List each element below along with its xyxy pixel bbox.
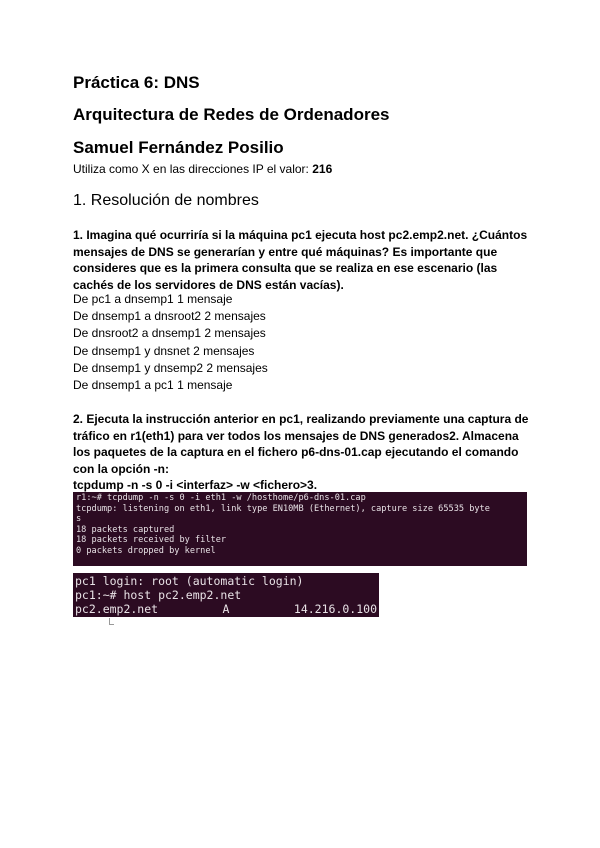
terminal-line: pc1 login: root (automatic login) bbox=[75, 574, 304, 588]
answer-list bbox=[73, 291, 268, 394]
question-1: 1. Imagina qué ocurriría si la máquina pc1 ejecuta host pc2.emp2.net. ¿Cuántos mensajes de DNS se generarían y entre qué máquinas? Es importante que consideres que es la primera consulta que se realiza en ese escenario (las cachés de los servidores de DNS están vacías). bbox=[73, 228, 528, 292]
document-title: Práctica 6: DNS bbox=[73, 73, 200, 92]
ip-note-text: Utiliza como X en las direcciones IP el valor: bbox=[73, 162, 309, 176]
ip-note-value: 216 bbox=[312, 162, 333, 176]
question-2-command: tcpdump -n -s 0 -i <interfaz> -w <fichero>3. bbox=[73, 478, 318, 492]
terminal-line: s bbox=[76, 514, 82, 525]
answer-item: De dnsemp1 y dnsemp2 2 mensajes bbox=[73, 360, 268, 375]
host-result-type: A bbox=[222, 602, 230, 616]
terminal-line: tcpdump: listening on eth1, link type EN10MB (Ethernet), capture size 65535 byte bbox=[76, 503, 490, 514]
answer-item: De dnsemp1 y dnsnet 2 mensajes bbox=[73, 343, 255, 358]
terminal-line: 18 packets captured bbox=[76, 524, 175, 535]
answer-item: De pc1 a dnsemp1 1 mensaje bbox=[73, 292, 233, 306]
terminal-screenshot-tcpdump bbox=[73, 492, 527, 566]
document-author: Samuel Fernández Posilio bbox=[73, 138, 284, 157]
question-2-text: 2. Ejecuta la instrucción anterior en pc1, realizando previamente una captura de tráfico en r1(eth1) para ver todos los mensajes de DNS generados2. Almacena los paquetes de la captura en el fichero p6-dns-01.cap ejecutando el comando con la opción -n: bbox=[73, 412, 529, 476]
ip-note bbox=[73, 162, 332, 176]
host-result-name: pc2.emp2.net bbox=[75, 602, 159, 616]
terminal-line: r1:~# tcpdump -n -s 0 -i eth1 -w /hosthome/p6-dns-01.cap bbox=[76, 493, 366, 503]
question-2 bbox=[73, 411, 533, 494]
host-result-row bbox=[75, 602, 377, 616]
terminal-line: 18 packets received by filter bbox=[76, 535, 227, 546]
section-heading: 1. Resolución de nombres bbox=[73, 192, 259, 209]
host-result-ip: 14.216.0.100 bbox=[293, 602, 377, 616]
answer-item: De dnsemp1 a pc1 1 mensaje bbox=[73, 378, 233, 393]
answer-item: De dnsroot2 a dnsemp1 2 mensajes bbox=[73, 326, 266, 341]
answer-item: De dnsemp1 a dnsroot2 2 mensajes bbox=[73, 309, 266, 324]
terminal-line: pc1:~# host pc2.emp2.net bbox=[75, 588, 242, 602]
document-subtitle: Arquitectura de Redes de Ordenadores bbox=[73, 105, 390, 124]
terminal-line: 0 packets dropped by kernel bbox=[76, 545, 216, 556]
terminal-screenshot-host bbox=[73, 573, 379, 617]
text-cursor-mark bbox=[109, 618, 114, 625]
